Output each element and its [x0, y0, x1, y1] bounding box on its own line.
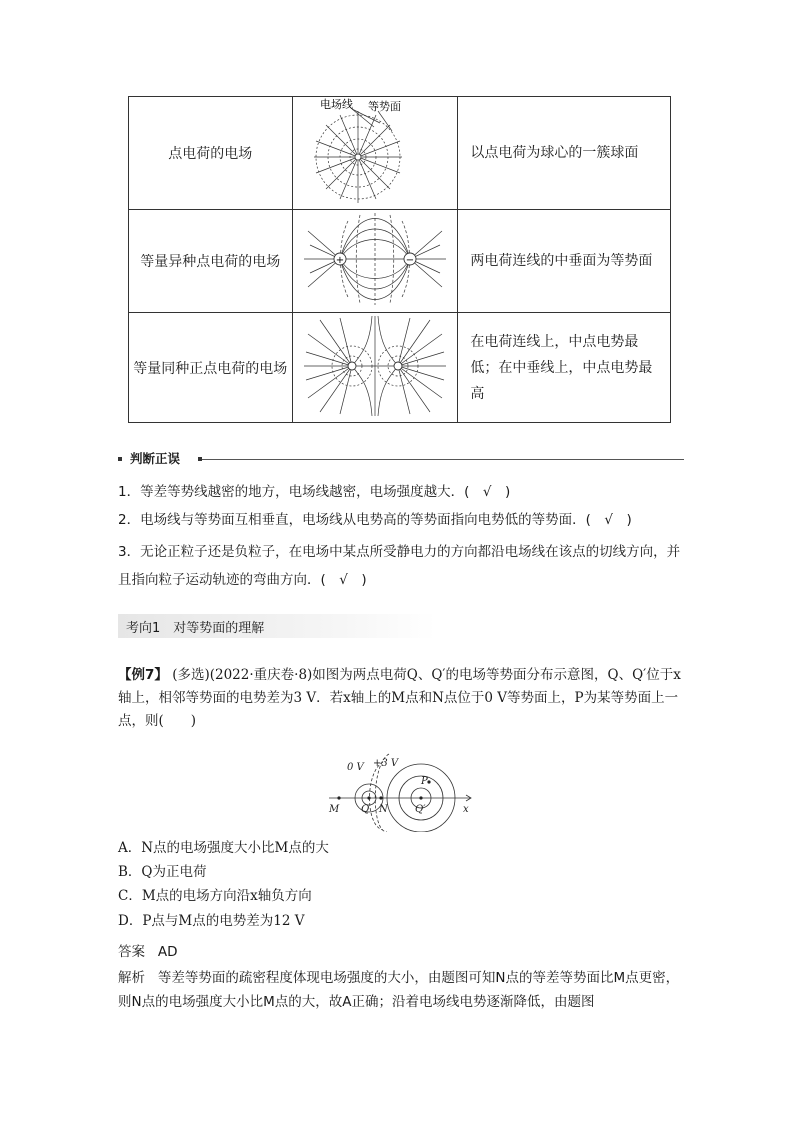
- table-cell-name: 点电荷的电场: [129, 97, 293, 210]
- option-c: C．M点的电场方向沿x轴负方向: [118, 888, 312, 904]
- section-title: 判断正误: [130, 451, 186, 467]
- label-q: Q: [361, 804, 370, 815]
- table-cell-figure: [292, 313, 458, 423]
- answer-value: AD: [157, 944, 178, 960]
- label-equipotential: 等势面: [367, 100, 401, 113]
- table-cell-description: 在电荷连线上，中点电势最低；在中垂线上，中点电势最高: [458, 313, 671, 423]
- label-n: N: [379, 804, 388, 815]
- example-stem: [118, 664, 686, 733]
- option-a: A．N点的电场强度大小比M点的大: [118, 840, 329, 856]
- label-3v: +3 V: [373, 758, 399, 769]
- table-cell-description: 两电荷连线的中垂面为等势面: [458, 210, 671, 313]
- label-field-line: 电场线: [319, 98, 353, 111]
- negative-charge-label: −: [405, 255, 415, 266]
- topic-heading: [118, 614, 436, 638]
- label-m: M: [329, 804, 340, 815]
- example-tag-close: 】: [154, 667, 168, 683]
- equipotential-figure: [325, 752, 475, 832]
- table-cell-description: 以点电荷为球心的一簇球面: [458, 97, 671, 210]
- table-cell-name: 等量同种正点电荷的电场: [129, 313, 293, 423]
- label-0v: 0 V: [347, 762, 364, 773]
- opposite-charges-field-figure: [300, 211, 450, 307]
- answer-label: 答案: [118, 944, 145, 960]
- table-cell-name: 等量异种点电荷的电场: [129, 210, 293, 313]
- judge-item: 1．等差等势线越密的地方，电场线越密，电场强度越大．( √ ): [118, 484, 511, 500]
- option-d: D．P点与M点的电势差为12 V: [118, 913, 305, 929]
- option-b: B．Q为正电荷: [118, 864, 207, 880]
- judge-item: 2．电场线与等势面互相垂直，电场线从电势高的等势面指向电势低的等势面．( √ ): [118, 512, 632, 528]
- table-row: [129, 97, 671, 210]
- judge-section-header: [118, 451, 684, 467]
- table-row: [129, 210, 671, 313]
- label-q-prime: Q′: [415, 804, 426, 815]
- judge-item: 3．无论正粒子还是负粒子，在电场中某点所受静电力的方向都沿电场线在该点的切线方向，并且指向粒子运动轨迹的弯曲方向．( √ ): [118, 544, 681, 588]
- table-cell-figure: [292, 210, 458, 313]
- table-row: [129, 313, 671, 423]
- field-comparison-table: [128, 96, 671, 423]
- label-p: P: [421, 776, 428, 787]
- analysis-label: 解析: [118, 970, 145, 986]
- example-tag: 例7: [131, 667, 155, 683]
- table-cell-figure: [292, 97, 458, 210]
- analysis-text: 等差等势面的疏密程度体现电场强度的大小，由题图可知N点的等差等势面比M点更密，则N点的电场强度大小比M点的大，故A正确；沿着电场线电势逐渐降低，由题图: [118, 970, 680, 1010]
- positive-charge-label: +: [335, 255, 345, 266]
- answer-line: [118, 942, 178, 962]
- example-tag-open: 【: [118, 667, 132, 683]
- label-x: x: [463, 804, 469, 815]
- example-question: (多选)(2022·重庆卷·8)如图为两点电荷Q、Q′的电场等势面分布示意图，Q、Q′位于x轴上，相邻等势面的电势差为3 V．若x轴上的M点和N点位于0 V等势面上，P为某等势面上一点，则( ): [118, 667, 681, 729]
- topic-title: 考向1 对等势面的理解: [126, 621, 265, 636]
- point-charge-field-figure: [300, 97, 450, 205]
- like-charges-field-figure: [300, 314, 450, 418]
- analysis-paragraph: [118, 966, 686, 1014]
